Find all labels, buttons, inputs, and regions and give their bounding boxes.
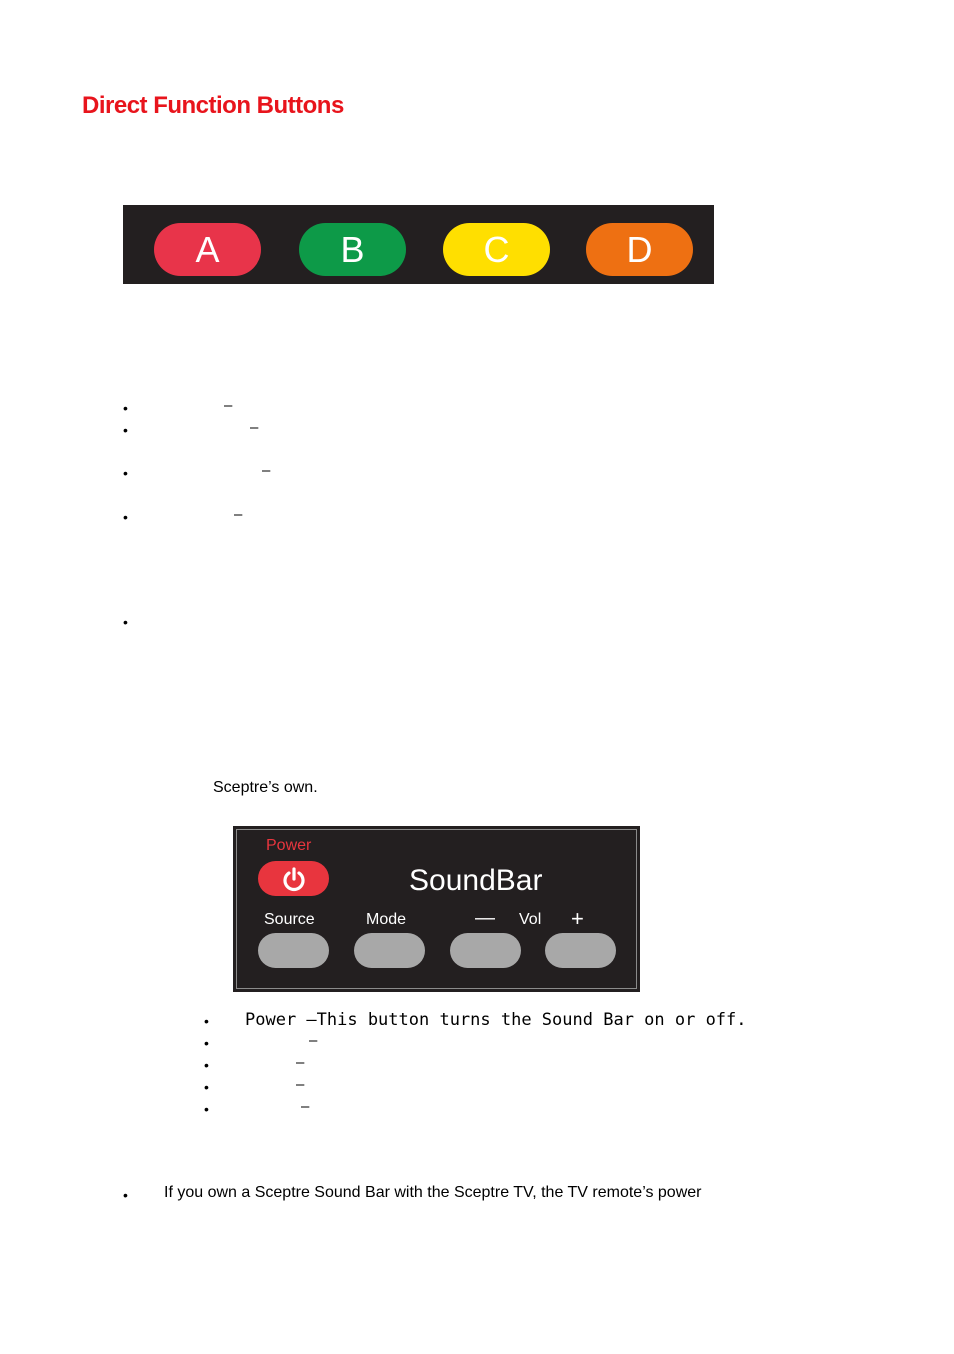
power-button xyxy=(258,861,329,896)
list-dash: – xyxy=(250,419,259,436)
button-c-label: C xyxy=(483,228,510,270)
list-dash: – xyxy=(301,1098,310,1115)
list-bullet: • xyxy=(123,465,128,481)
mode-label: Mode xyxy=(366,911,407,928)
list-bullet: • xyxy=(123,614,128,630)
abcd-button-strip xyxy=(123,205,714,284)
list-dash: – xyxy=(309,1032,318,1049)
button-d-label: D xyxy=(626,228,653,270)
list-dash: – xyxy=(296,1054,305,1071)
list-dash: – xyxy=(234,506,243,523)
vol-up-button xyxy=(545,933,616,968)
soundbar-title: SoundBar xyxy=(409,864,543,897)
list-bullet: • xyxy=(204,1013,209,1029)
power-description: Power –This button turns the Sound Bar on or off. xyxy=(245,1010,747,1030)
list-bullet: • xyxy=(204,1079,209,1095)
mode-button xyxy=(354,933,425,968)
button-a-label: A xyxy=(195,228,220,270)
vol-minus-label: — xyxy=(475,907,495,929)
power-label: Power xyxy=(266,837,312,854)
list-bullet: • xyxy=(204,1035,209,1051)
list-bullet: • xyxy=(123,400,128,416)
vol-down-button xyxy=(450,933,521,968)
button-d xyxy=(586,223,693,276)
list-dash: – xyxy=(296,1076,305,1093)
vol-plus-label: + xyxy=(571,906,584,931)
button-a xyxy=(154,223,261,276)
source-button xyxy=(258,933,329,968)
list-bullet: • xyxy=(123,422,128,438)
power-icon xyxy=(280,865,308,893)
section-heading: Direct Function Buttons xyxy=(82,92,344,119)
button-b-label: B xyxy=(340,228,365,270)
soundbar-panel-image xyxy=(233,826,640,992)
button-b xyxy=(299,223,406,276)
list-bullet: • xyxy=(123,1187,128,1203)
list-dash: – xyxy=(224,397,233,414)
sceptre-note: Sceptre’s own. xyxy=(213,779,318,796)
footer-bullet-text: If you own a Sceptre Sound Bar with the Sceptre TV, the TV remote’s power xyxy=(164,1184,702,1201)
vol-label: Vol xyxy=(519,911,542,928)
list-dash: – xyxy=(262,462,271,479)
list-bullet: • xyxy=(123,509,128,525)
button-c xyxy=(443,223,550,276)
source-label: Source xyxy=(264,911,315,928)
list-bullet: • xyxy=(204,1057,209,1073)
list-bullet: • xyxy=(204,1101,209,1117)
